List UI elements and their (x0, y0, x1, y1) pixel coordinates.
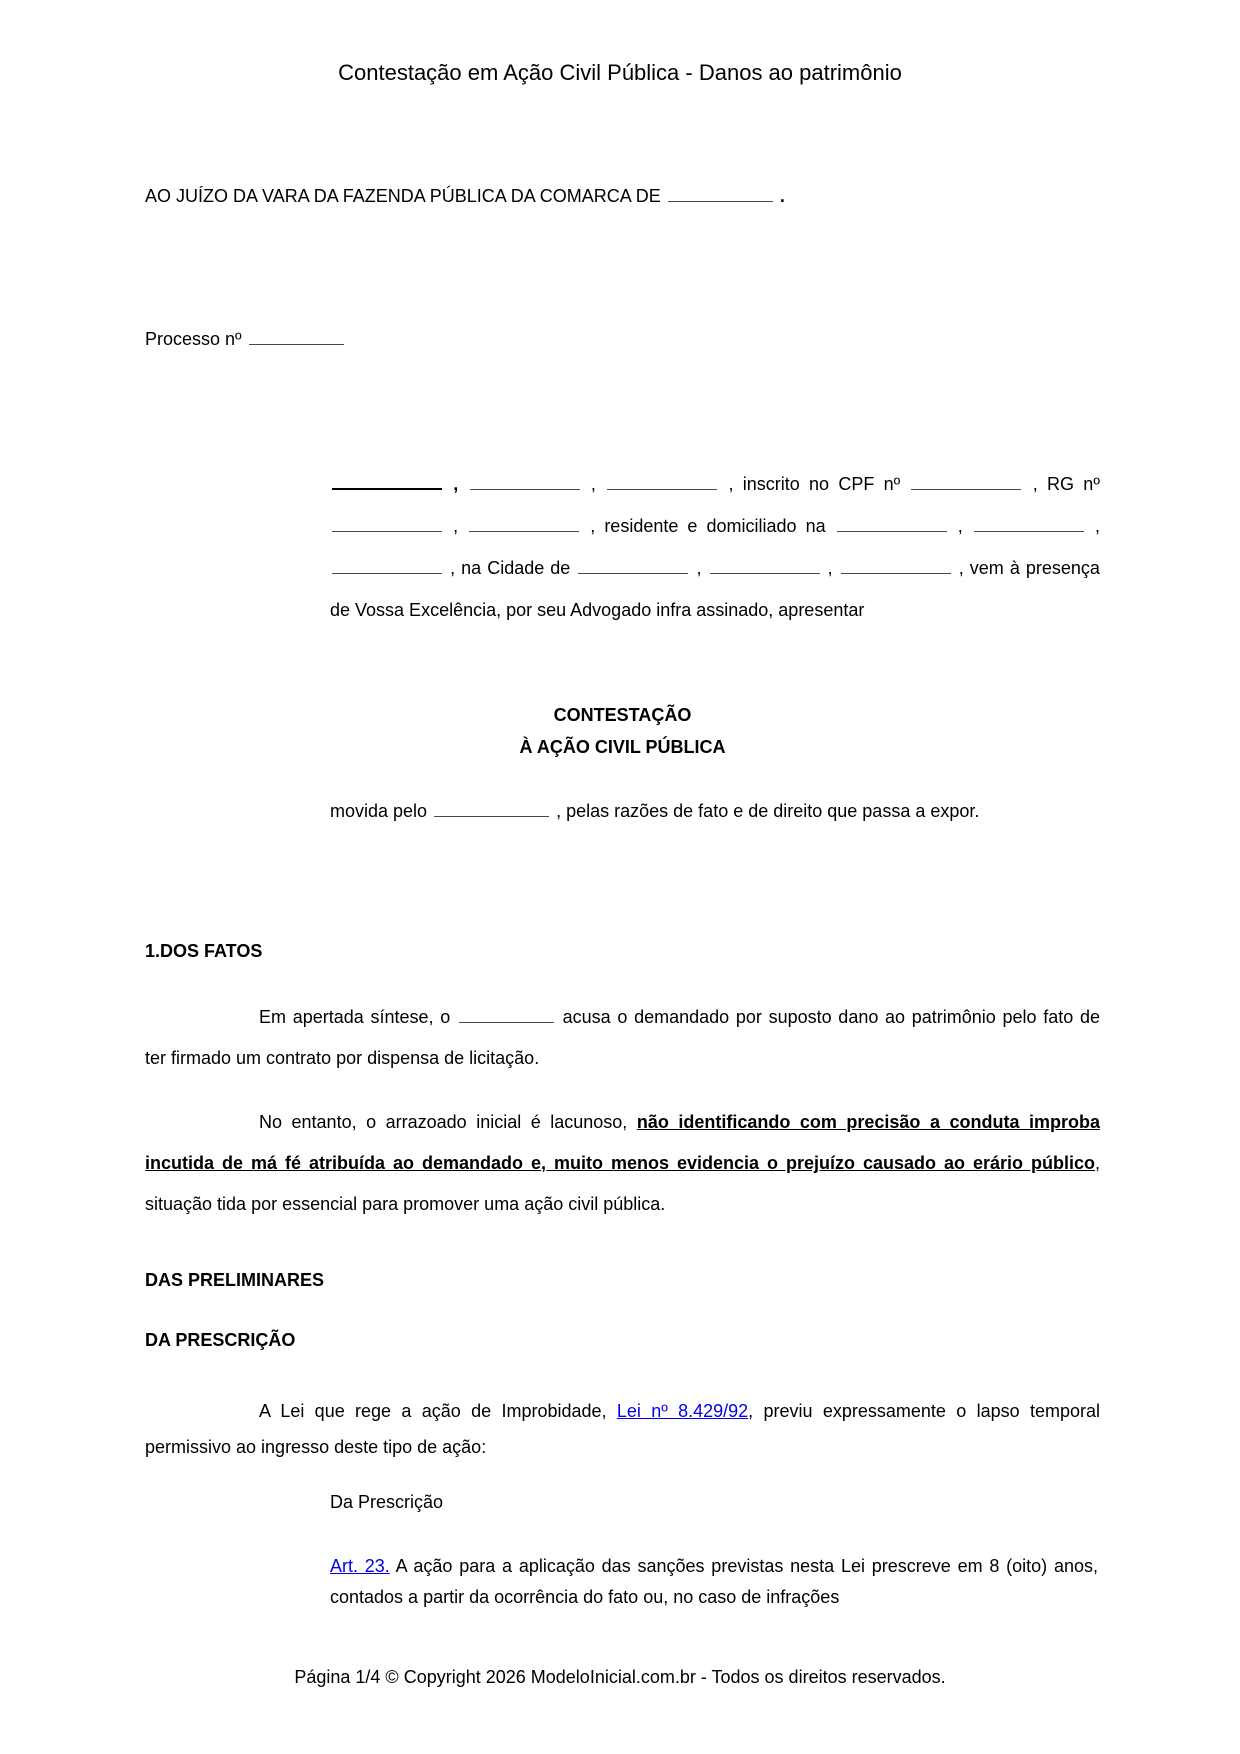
addressing-text: AO JUÍZO DA VARA DA FAZENDA PÚBLICA DA COMARCA DE (145, 186, 661, 206)
qualification-text: , vem à presença de Vossa Excelência, por seu Advogado infra assinado, apresentar (330, 558, 1100, 620)
blank-field (332, 560, 442, 574)
blank-field (332, 475, 442, 490)
prescricao-heading: DA PRESCRIÇÃO (145, 1330, 296, 1350)
blank-field (249, 331, 344, 345)
fatos-paragraph-1 (145, 997, 1100, 1079)
quote-paragraph (330, 1551, 1098, 1613)
fatos-heading: 1.DOS FATOS (145, 941, 263, 961)
qualification-text: , residente e domiciliado na (590, 516, 826, 536)
document-title: Contestação em Ação Civil Pública - Danos ao patrimônio (338, 60, 902, 85)
blank-field (911, 476, 1021, 490)
blank-field (607, 476, 717, 490)
blank-field (837, 518, 947, 532)
fatos-p2-normal1: No entanto, o arrazoado inicial é lacunoso, (259, 1112, 637, 1132)
blank-field (470, 476, 580, 490)
movida-text-before: movida pelo (330, 801, 428, 821)
qualification-text: , (453, 474, 459, 494)
bold-underlined-passage: não identificando com precisão a conduta improba incutida de má fé atribuída ao demandado e, muito menos evidencia o prejuízo causado ao erário público (145, 1112, 1100, 1173)
processo-line (145, 327, 346, 351)
qualification-text: , (957, 516, 963, 536)
blank-field (710, 560, 820, 574)
prescricao-paragraph (145, 1393, 1100, 1465)
blank-field (434, 803, 549, 817)
blank-field (469, 518, 579, 532)
qualification-text: , (453, 516, 459, 536)
page-footer: Página 1/4 © Copyright 2026 ModeloInicial.com.br - Todos os direitos reservados. (294, 1667, 946, 1687)
fatos-p2-normal2: , situação tida por essencial para promover uma ação civil pública. (145, 1153, 1100, 1214)
qualification-text: , (696, 558, 702, 578)
qualification-text: , na Cidade de (450, 558, 571, 578)
fatos-p1-after: acusa o demandado por suposto dano ao patrimônio pelo fato de ter firmado um contrato por dispensa de licitação. (145, 1007, 1100, 1068)
blank-field (668, 188, 773, 202)
movida-text-after: , pelas razões de fato e de direito que passa a expor. (556, 801, 980, 821)
addressing-period: . (779, 186, 785, 206)
fatos-paragraph-2 (145, 1102, 1100, 1225)
blank-field (841, 560, 951, 574)
quote-text: A ação para a aplicação das sanções previstas nesta Lei prescreve em 8 (oito) anos, contados a partir da ocorrência do fato ou, no caso de infrações (330, 1556, 1098, 1607)
lei-8429-link[interactable]: Lei nº 8.429/92 (616, 1401, 749, 1421)
preliminares-heading: DAS PRELIMINARES (145, 1270, 325, 1290)
qualification-text: , (1094, 516, 1100, 536)
addressing-line (145, 184, 1100, 208)
qualification-text: , RG nº (1032, 474, 1100, 494)
contestacao-heading-line2: À AÇÃO CIVIL PÚBLICA (519, 737, 726, 757)
blank-field (332, 518, 442, 532)
qualification-text: , (590, 474, 596, 494)
fatos-p1-before: Em apertada síntese, o (259, 1007, 451, 1027)
blank-field (459, 1009, 554, 1023)
movida-paragraph (330, 799, 1100, 823)
qualification-text: , (827, 558, 833, 578)
art-23-link[interactable]: Art. 23. (330, 1556, 390, 1576)
quote-title: Da Prescrição (330, 1492, 444, 1512)
qualification-paragraph (330, 463, 1100, 631)
prescricao-text-before: A Lei que rege a ação de Improbidade, (259, 1401, 607, 1421)
contestacao-heading-line1: CONTESTAÇÃO (553, 705, 692, 725)
qualification-text: , inscrito no CPF nº (728, 474, 901, 494)
prescricao-text-after: , previu expressamente o lapso temporal permissivo ao ingresso deste tipo de ação: (145, 1401, 1100, 1457)
blank-field (578, 560, 688, 574)
contestacao-heading (145, 699, 1100, 763)
processo-label: Processo nº (145, 329, 242, 349)
blank-field (974, 518, 1084, 532)
